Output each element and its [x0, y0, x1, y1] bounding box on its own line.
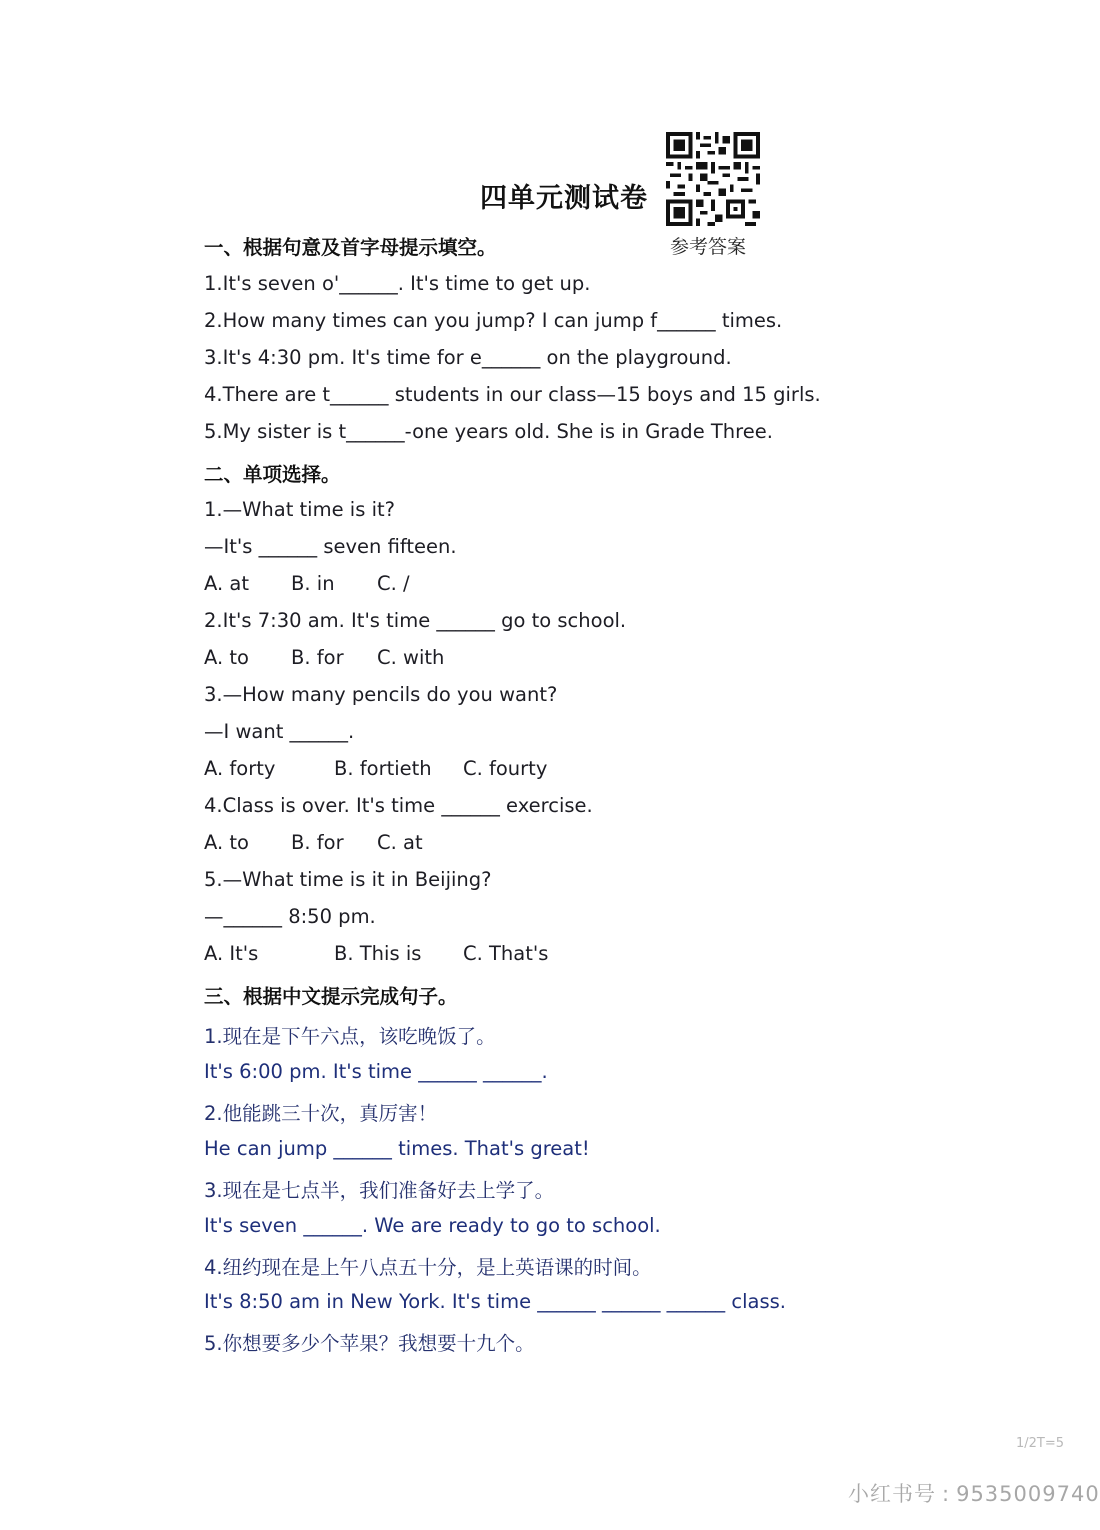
section-3-item-3-english: It's seven ______. We are ready to go to school. [204, 1214, 661, 1237]
q1-option-c: C. / [377, 572, 410, 595]
section-1-item-3: 3.It's 4:30 pm. It's time for e______ on the playground. [204, 346, 732, 369]
q2-option-b: B. for [291, 646, 344, 669]
page-title: 四单元测试卷 [480, 183, 648, 214]
q3-option-c: C. fourty [463, 757, 548, 780]
q4-option-b: B. for [291, 831, 344, 854]
q5-line-2: —______ 8:50 pm. [204, 905, 376, 928]
section-1-item-5: 5.My sister is t______-one years old. She is in Grade Three. [204, 420, 773, 443]
q1-option-a: A. at [204, 572, 249, 595]
q5-option-c: C. That's [463, 942, 549, 965]
xiaohongshu-watermark [848, 1478, 1100, 1508]
section-3-item-1-chinese: 1.现在是下午六点，该吃晚饭了。 [204, 1025, 496, 1048]
section-3-item-2-english: He can jump ______ times. That's great! [204, 1137, 590, 1160]
q2-option-c: C. with [377, 646, 445, 669]
section-3-item-4-chinese: 4.纽约现在是上午八点五十分，是上英语课的时间。 [204, 1256, 652, 1279]
section-1-item-4: 4.There are t______ students in our class—15 boys and 15 girls. [204, 383, 821, 406]
q3-line-2: —I want ______. [204, 720, 355, 743]
q2-option-a: A. to [204, 646, 249, 669]
answer-key-label: 参考答案 [670, 236, 747, 258]
qr-code [666, 132, 760, 226]
section-3-item-1-english: It's 6:00 pm. It's time ______ ______. [204, 1060, 548, 1083]
q4-line-1: 4.Class is over. It's time ______ exercise. [204, 794, 593, 817]
section-3-item-3-chinese: 3.现在是七点半，我们准备好去上学了。 [204, 1179, 555, 1202]
q3-line-1: 3.—How many pencils do you want? [204, 683, 558, 706]
section-3-item-4-english: It's 8:50 am in New York. It's time ______ ______ ______ class. [204, 1290, 786, 1313]
section-3-heading: 三、根据中文提示完成句子。 [204, 985, 458, 1008]
q5-option-b: B. This is [334, 942, 422, 965]
q3-option-b: B. fortieth [334, 757, 432, 780]
q1-option-b: B. in [291, 572, 335, 595]
q1-line-2: —It's ______ seven fifteen. [204, 535, 457, 558]
watermark-separator: : [942, 1482, 951, 1506]
section-1-heading: 一、根据句意及首字母提示填空。 [204, 236, 497, 259]
section-1-item-1: 1.It's seven o'______. It's time to get up. [204, 272, 591, 295]
section-3-item-2-chinese: 2.他能跳三十次，真厉害！ [204, 1102, 438, 1125]
section-1-item-2: 2.How many times can you jump? I can jump f______ times. [204, 309, 783, 332]
q5-line-1: 5.—What time is it in Beijing? [204, 868, 492, 891]
q4-option-a: A. to [204, 831, 249, 854]
q5-option-a: A. It's [204, 942, 259, 965]
section-2-heading: 二、单项选择。 [204, 463, 341, 486]
watermark-id: 9535009740 [956, 1482, 1100, 1506]
q2-line-1: 2.It's 7:30 am. It's time ______ go to school. [204, 609, 627, 632]
section-3-item-5-chinese: 5.你想要多少个苹果？我想要十九个。 [204, 1332, 535, 1355]
watermark-label: 小红书号 [848, 1482, 936, 1506]
q1-line-1: 1.—What time is it? [204, 498, 395, 521]
q3-option-a: A. forty [204, 757, 276, 780]
q4-option-c: C. at [377, 831, 423, 854]
page-corner-mark: 1/2T=5 [1016, 1436, 1065, 1451]
